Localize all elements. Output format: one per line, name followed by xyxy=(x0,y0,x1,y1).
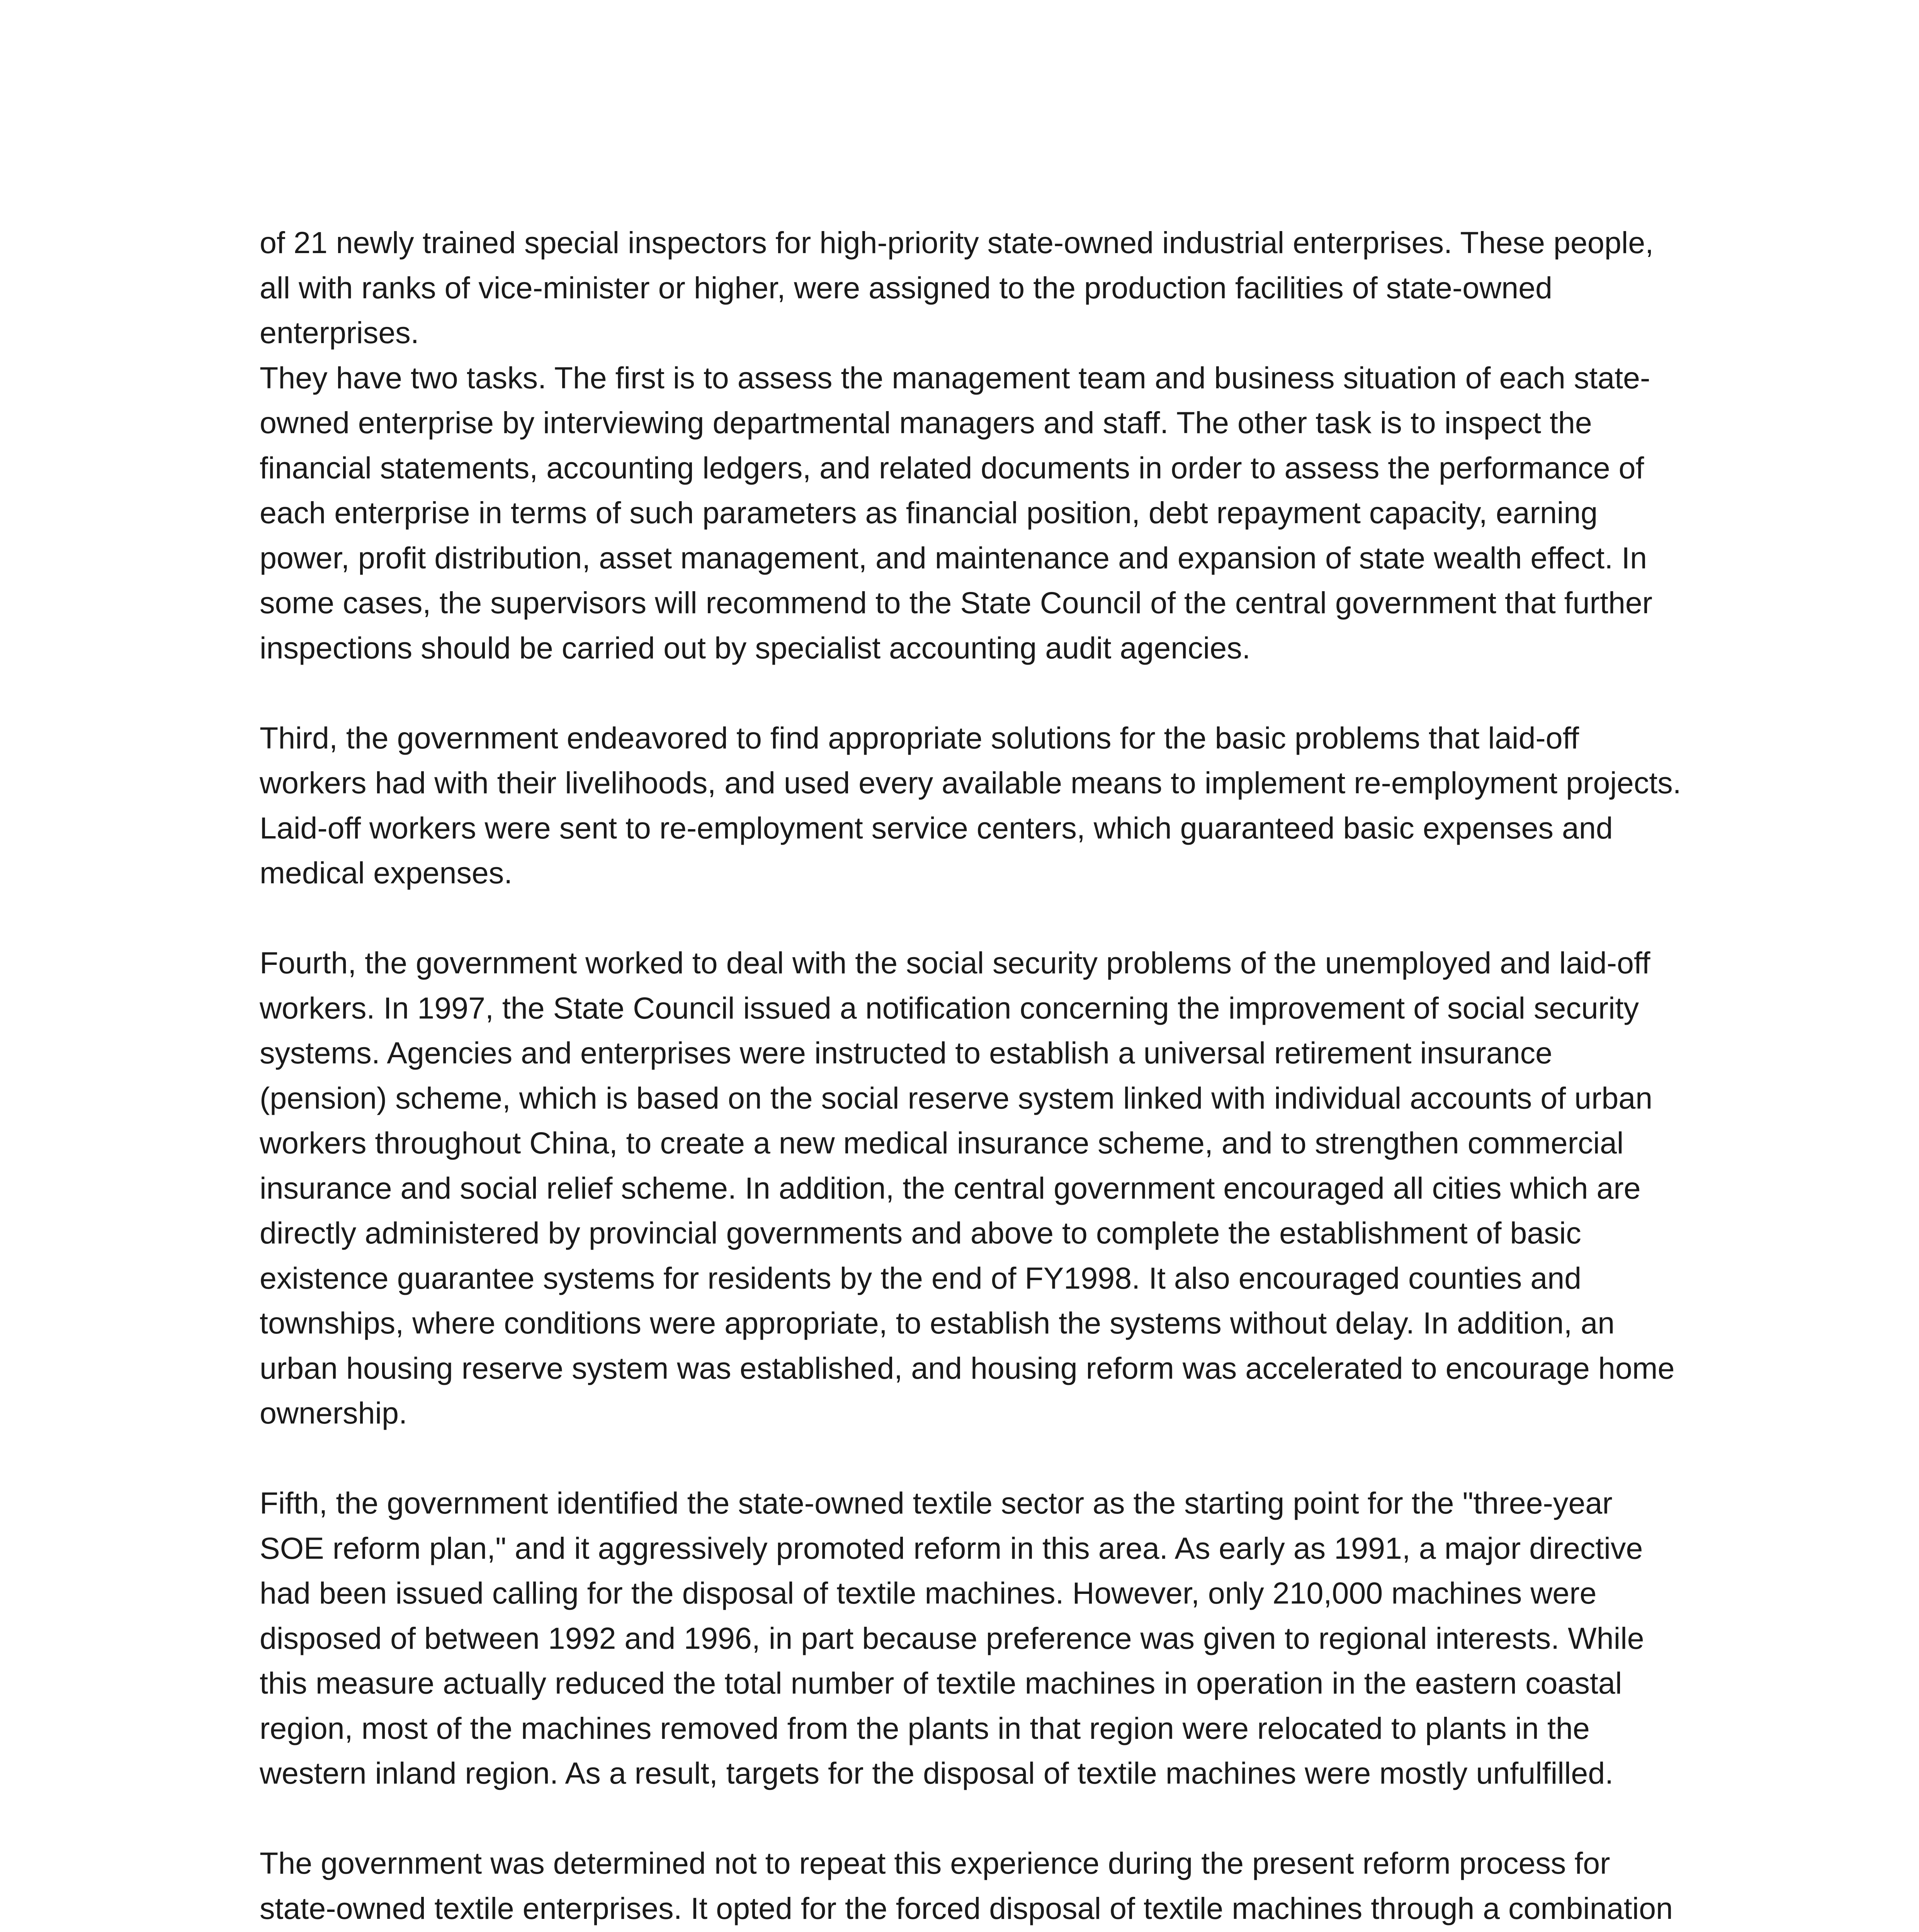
paragraph-textile-reform: The government was determined not to repeat this experience during the present reform process for state-owned textile enterprises. It opted for the forced disposal of textile machines through a combination xyxy=(260,1846,1673,1925)
paragraph-two-tasks: They have two tasks. The first is to assess the management team and business situation of each state-owned enterprise by interviewing departmental managers and staff. The other task is to inspect the financial statements, accounting ledgers, and related documents in order to assess the performance of each enterprise in terms of such parameters as financial position, debt repayment capacity, earning power, profit distribution, asset management, and maintenance and expansion of state wealth effect. In some cases, the supervisors will recommend to the State Council of the central government that further inspections should be carried out by specialist accounting audit agencies. xyxy=(260,360,1652,665)
paragraph-inspectors-continued: of 21 newly trained special inspectors for high-priority state-owned industrial enterprises. These people, all with ranks of vice-minister or higher, were assigned to the production facilities of state-owned enterprises. xyxy=(260,225,1654,350)
paragraph-third: Third, the government endeavored to find appropriate solutions for the basic problems that laid-off workers had with their livelihoods, and used every available means to implement re-employment projects. Laid-off workers were sent to re-employment service centers, which guaranteed basic expenses and medical expenses. xyxy=(260,720,1681,890)
body-text xyxy=(260,220,1681,1932)
paragraph-fourth: Fourth, the government worked to deal with the social security problems of the unemployed and laid-off workers. In 1997, the State Council issued a notification concerning the improvement of social security systems. Agencies and enterprises were instructed to establish a universal retirement insurance (pension) scheme, which is based on the social reserve system linked with individual accounts of urban workers throughout China, to create a new medical insurance scheme, and to strengthen commercial insurance and social relief scheme. In addition, the central government encouraged all cities which are directly administered by provincial governments and above to complete the establishment of basic existence guarantee systems for residents by the end of FY1998. It also encouraged counties and townships, where conditions were appropriate, to establish the systems without delay. In addition, an urban housing reserve system was established, and housing reform was accelerated to encourage home ownership. xyxy=(260,946,1675,1430)
paragraph-fifth: Fifth, the government identified the state-owned textile sector as the starting point for the "three-year SOE reform plan," and it aggressively promoted reform in this area. As early as 1991, a major directive had been issued calling for the disposal of textile machines. However, only 210,000 machines were disposed of between 1992 and 1996, in part because preference was given to regional interests. While this measure actually reduced the total number of textile machines in operation in the eastern coastal region, most of the machines removed from the plants in that region were relocated to plants in the western inland region. As a result, targets for the disposal of textile machines were mostly unfulfilled. xyxy=(260,1486,1644,1790)
